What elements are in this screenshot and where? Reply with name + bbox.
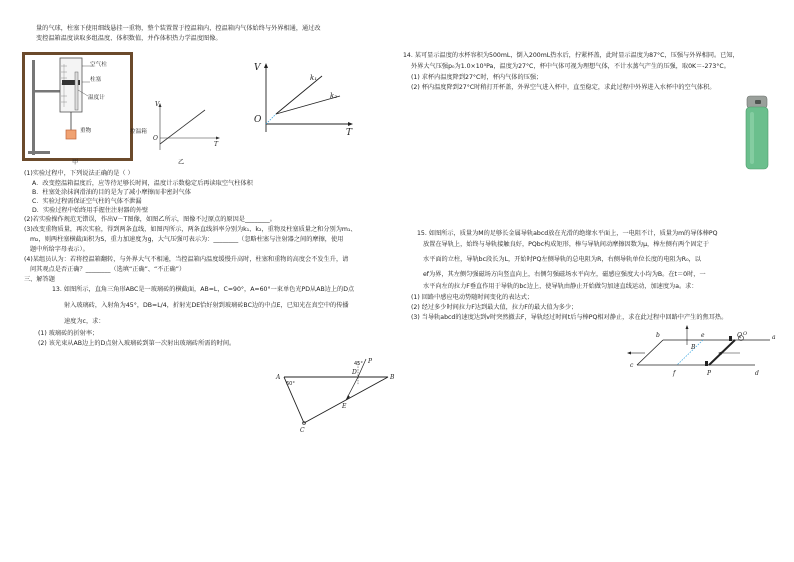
- q13-line-3: 速度为c，求：: [64, 318, 105, 325]
- fig13-a-label: A: [276, 374, 281, 381]
- fig13-b-label: B: [390, 374, 395, 381]
- yi-o-label: O: [153, 135, 158, 142]
- q13-sub-2: (2) 该光束从AB边上的D点射入玻璃砖到第一次射出玻璃砖所需的时间。: [38, 340, 236, 347]
- figure-13-triangle: [268, 355, 398, 435]
- q4-line-2: 问其观点是否正确？________（选填“正确”、“不正确”）: [30, 266, 186, 273]
- k2-label: k₂: [330, 92, 338, 100]
- q15-sub-1: (1) 回路中感应电动势随时间变化的表达式；: [411, 294, 534, 301]
- q1-line-1: (1)实验过程中，下列说法正确的是（ ）: [24, 170, 134, 177]
- fig13-angle-60: 60°: [286, 381, 295, 387]
- caption-jia: 甲: [72, 159, 79, 166]
- intro-line-1: 量的气球，柱塞下使用细线悬挂一重物，整个装置置于控温箱内，控温箱内气体始终与外界相通，通过改: [36, 25, 321, 32]
- q3-line-1: (3)改变重物质量，再次实验，得到两条直线，如图丙所示，两条直线斜率分别为k₁、k₂，重物及柱塞质量之和分别为m₁、: [24, 226, 357, 233]
- fig13-d-label: D: [352, 369, 357, 376]
- fig13-e-label: E: [342, 403, 347, 410]
- k-graph-t-label: T: [346, 128, 353, 138]
- q14-line-3: (1) 求杯内温度降到27°C时，杯内气体的压强；: [411, 74, 543, 81]
- q14-line-4: (2) 杯内温度降到27°C时稍打开杯盖，外界空气进入杯中，直至稳定，求此过程中外界进入水杯中的空气体积。: [411, 84, 716, 91]
- figure-yi-graph: [150, 100, 230, 160]
- yi-v-label: V: [155, 101, 160, 108]
- q4-line-1: (4)某组员认为：若将控温箱翻转，与外界大气不相通，当控温箱内温度缓慢升高时，柱塞和重物的高度会不发生升，请: [24, 256, 349, 263]
- caption-yi: 乙: [178, 159, 185, 166]
- k-graph-o-label: O: [254, 115, 262, 125]
- q14-line-1: 14. 某可显示温度的水杯容积为500mL，倒入200mL热水后，拧紧杯盖，此时显示温度为87°C，压强与外界相同。已知，: [403, 52, 739, 59]
- q15-line-2: 放置在导轨上，始终与导轨接触良好，PQbc构成矩形，棒与导轨间动摩擦因数为μ，棒左侧有两个固定于: [423, 241, 709, 248]
- label-weight: 重物: [80, 128, 92, 134]
- label-thermometer: 温度计: [88, 95, 105, 101]
- fig15-d-label: d: [755, 370, 759, 377]
- q13-sub-1: (1) 玻璃砖的折射率；: [38, 330, 99, 337]
- k1-label: k₁: [310, 74, 318, 82]
- label-plunger: 柱塞: [90, 77, 102, 83]
- q14-line-2: 外界大气压强p₀为1.0×10⁵Pa，温度为27°C，杯中气体可视为理想气体，不计水蒸气产生的压强，取0K＝-273°C。: [411, 63, 730, 70]
- fig15-a-label: a: [772, 334, 776, 341]
- fig13-angle-45: 45°: [354, 361, 363, 367]
- intro-line-2: 变控温箱温度读取多组温度、体积数值，并作体积热力学温度图像。: [36, 35, 222, 42]
- q3-line-3: 题中所给字母表示）。: [30, 246, 89, 253]
- figure-k-graph: [250, 60, 360, 140]
- fig15-q-label: Q: [737, 332, 742, 339]
- q13-line-2: 射入玻璃砖，入射角为45°，DB=L/4，折射光DE恰好射到玻璃砖BC边的中点E，已知光在真空中的传播: [64, 302, 349, 309]
- q15-sub-3: (3) 当导轨abcd的速度达到v时突然撤去F，导轨经过时间t后与棒PQ相对静止，求在此过程中回路中产生的焦耳热。: [411, 314, 728, 321]
- label-air-column: 空气柱: [90, 62, 107, 68]
- q1-line-4: C．实验过程需保证空气柱的气体不泄漏: [32, 198, 142, 205]
- fig15-b-field-label: B: [691, 344, 696, 351]
- fig15-f-label: f: [673, 370, 676, 377]
- yi-t-label: T: [214, 141, 219, 148]
- figure-apparatus-drawing: [22, 52, 133, 161]
- q15-sub-2: (2) 经过多少时间拉力F达到最大值，拉力F的最大值为多少；: [411, 304, 578, 311]
- figure-thermos-cup: [743, 94, 773, 174]
- fig15-c-label: c: [630, 362, 634, 369]
- q1-line-3: B．柱塞处涂抹润滑油的目的是为了减小摩擦而非密封气体: [32, 189, 191, 196]
- q2-line: (2)若实验操作规范无错误，作出V－T图像，如图乙所示，图像不过原点的原因是________。: [24, 216, 276, 223]
- fig15-b-label: b: [656, 332, 660, 339]
- fig13-p-label: P: [368, 358, 373, 365]
- q15-line-5: 水平向左的拉力F垂直作用于导轨的bc边上，使导轨由静止开始做匀加速直线运动，加速度为a。求：: [423, 283, 698, 290]
- q15-line-1: 15. 如图所示，质量为M的足够长金属导轨abcd放在光滑的绝缘水平面上，一电阻不计，质量为m的导体棒PQ: [417, 230, 718, 237]
- q15-line-4: ef为界，其左侧匀强磁场方向竖直向上，右侧匀强磁场水平向左，磁感应强度大小均为B。在t＝0时，一: [423, 271, 706, 278]
- k-graph-v-label: V: [254, 63, 261, 73]
- label-control-box: 控温箱: [130, 129, 147, 135]
- fig13-c-label: C: [300, 427, 305, 434]
- figure-15-rails: [625, 325, 775, 380]
- q1-line-2: A．改变控温箱温度后，应等待足够长时间，温度计示数稳定后再读取空气柱体积: [32, 180, 253, 187]
- q15-line-3: 水平面的立柱，导轨bc段长为L，开始时PQ左侧导轨的总电阻为R，右侧导轨单位长度的电阻为R₀，以: [423, 256, 701, 263]
- q1-line-5: D．实验过程中始终用手握住注射器的外壁: [32, 207, 149, 214]
- fig15-p-label: P: [707, 370, 712, 377]
- fig15-e-label: e: [701, 332, 705, 339]
- fig15-o-label: O: [743, 331, 748, 337]
- q13-line-1: 13. 如图所示，直角三角形ABC是一玻璃砖的横截面，AB=L，C=90°，A=60°一束单色光PD从AB边上的D点: [52, 286, 355, 293]
- q3-line-2: m₂，则两柱塞横截面积为S，重力加速度为g，大气压强可表示为：________（忽略柱塞与注射器之间的摩擦，使用: [30, 236, 344, 243]
- section-title: 三、解答题: [24, 276, 55, 283]
- right-column: [397, 0, 794, 562]
